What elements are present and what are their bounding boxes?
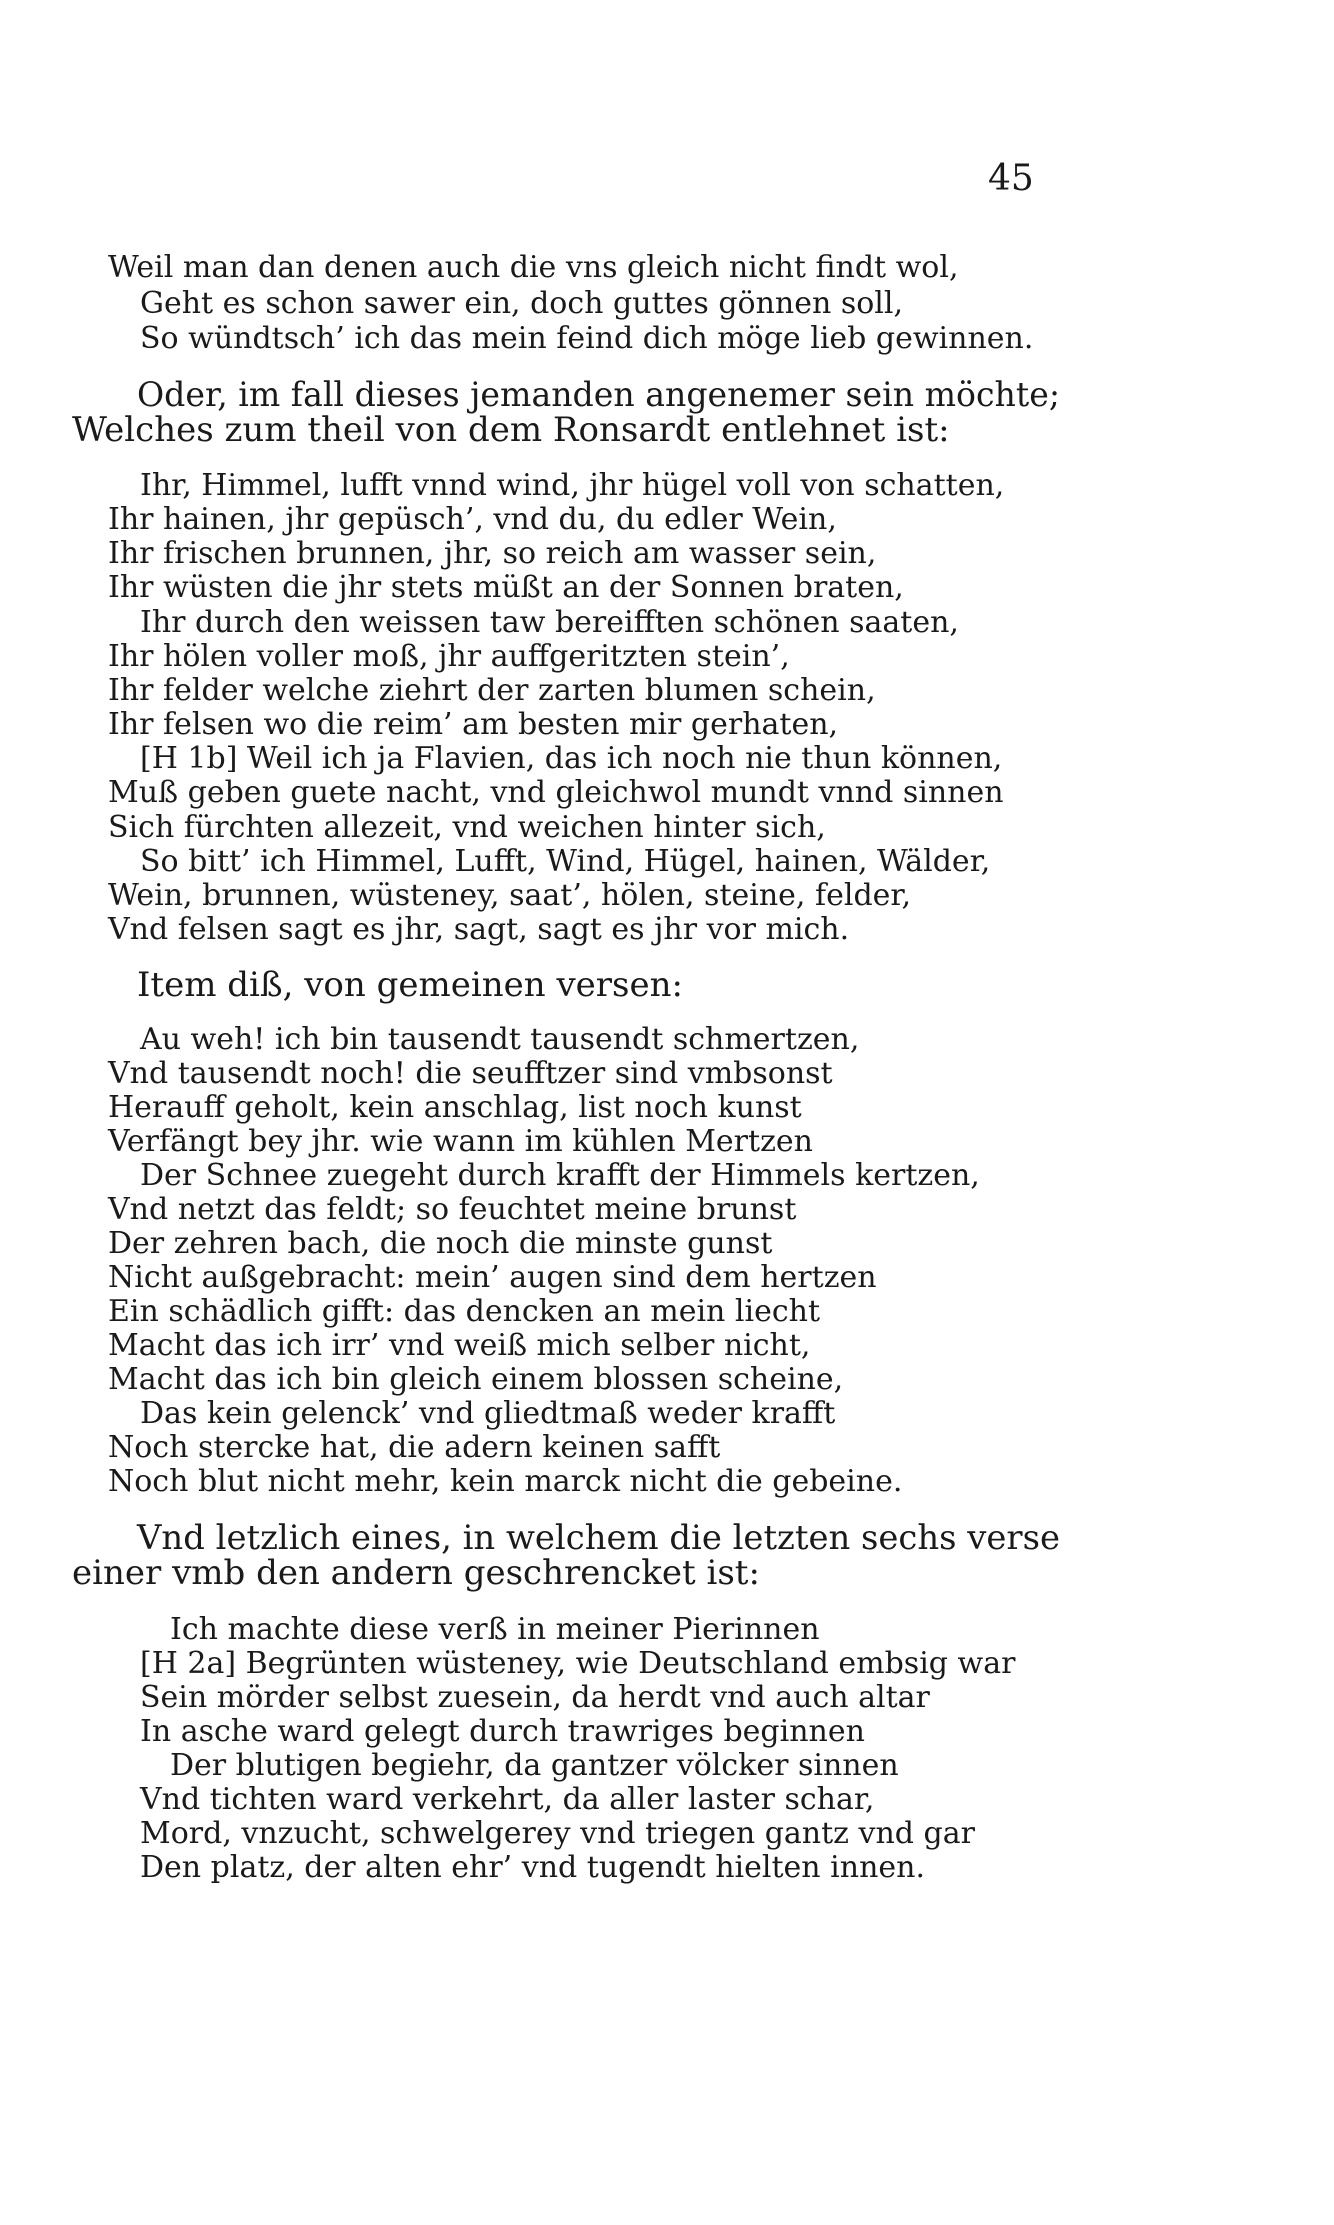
verse-line: Macht das ich bin gleich einem blossen scheine, — [108, 1362, 844, 1397]
verse-line: Ein schädlich gifft: das dencken an mein liecht — [108, 1294, 821, 1329]
verse-line: Mord, vnzucht, schwelgerey vnd triegen gantz vnd gar — [140, 1816, 975, 1851]
verse-line: Der blutigen begiehr, da gantzer völcker sinnen — [170, 1748, 899, 1783]
verse-line: Ihr, Himmel, lufft vnnd wind, jhr hügel voll von schatten, — [140, 468, 1005, 503]
verse-line: Das kein gelenck’ vnd gliedtmaß weder krafft — [140, 1396, 836, 1431]
verse-line: Ich machte diese verß in meiner Pierinnen — [170, 1612, 820, 1647]
verse-line: Ihr felsen wo die reim’ am besten mir gerhaten, — [108, 707, 839, 742]
verse-line: Ihr wüsten die jhr stets müßt an der Sonnen braten, — [108, 570, 904, 605]
verse-line: Herauff geholt, kein anschlag, list noch kunst — [108, 1090, 802, 1125]
verse-line: [H 1b] Weil ich ja Flavien, das ich noch nie thun können, — [140, 741, 1003, 776]
verse-line: Sein mörder selbst zuesein, da herdt vnd auch altar — [140, 1680, 930, 1715]
verse-line: Ihr hölen voller moß, jhr auffgeritzten stein’, — [108, 639, 790, 674]
verse-line: Sich fürchten allezeit, vnd weichen hinter sich, — [108, 810, 826, 845]
verse-line: Macht das ich irr’ vnd weiß mich selber nicht, — [108, 1328, 811, 1363]
verse-line: So bitt’ ich Himmel, Lufft, Wind, Hügel, hainen, Wälder, — [140, 844, 991, 879]
verse-line: Der zehren bach, die noch die minste gunst — [108, 1226, 773, 1261]
verse-line: Wein, brunnen, wüsteney, saat’, hölen, steine, felder, — [108, 878, 911, 913]
heading-line: einer vmb den andern geschrencket ist: — [72, 1553, 760, 1593]
verse-line: Vnd tausendt noch! die seufftzer sind vmbsonst — [108, 1056, 833, 1091]
heading-line: Item diß, von gemeinen versen: — [137, 965, 683, 1005]
verse-line: Den platz, der alten ehr’ vnd tugendt hielten innen. — [140, 1850, 925, 1885]
verse-line: Der Schnee zuegeht durch krafft der Himmels kertzen, — [140, 1158, 980, 1193]
verse-line: Noch blut nicht mehr, kein marck nicht die gebeine. — [108, 1464, 903, 1499]
verse-line: Vnd felsen sagt es jhr, sagt, sagt es jhr vor mich. — [108, 912, 850, 947]
heading-line: Vnd letzlich eines, in welchem die letzten sechs verse — [137, 1518, 1060, 1558]
verse-line: Noch stercke hat, die adern keinen safft — [108, 1430, 721, 1465]
verse-line: In asche ward gelegt durch trawriges beginnen — [140, 1714, 865, 1749]
heading-line: Welches zum theil von dem Ronsardt entlehnet ist: — [72, 410, 950, 450]
verse-line: Verfängt bey jhr. wie wann im kühlen Mertzen — [108, 1124, 813, 1159]
verse-line: Nicht außgebracht: mein’ augen sind dem hertzen — [108, 1260, 877, 1295]
verse-line: Au weh! ich bin tausendt tausendt schmertzen, — [140, 1022, 860, 1057]
verse-line: Ihr hainen, jhr gepüsch’, vnd du, du edler Wein, — [108, 502, 837, 537]
page-number: 45 — [988, 158, 1034, 199]
verse-line: Ihr frischen brunnen, jhr, so reich am wasser sein, — [108, 536, 877, 571]
verse-line: Vnd tichten ward verkehrt, da aller laster schar, — [140, 1782, 875, 1817]
verse-line: [H 2a] Begrünten wüsteney, wie Deutschland embsig war — [140, 1646, 1016, 1681]
verse-line: Weil man dan denen auch die vns gleich nicht findt wol, — [108, 250, 959, 285]
verse-line: So wündtsch’ ich das mein feind dich möge lieb gewinnen. — [140, 321, 1034, 356]
verse-line: Geht es schon sawer ein, doch guttes gönnen soll, — [140, 286, 904, 321]
verse-line: Vnd netzt das feldt; so feuchtet meine brunst — [108, 1192, 797, 1227]
verse-line: Muß geben guete nacht, vnd gleichwol mundt vnnd sinnen — [108, 775, 1004, 810]
heading-line: Oder, im fall dieses jemanden angenemer sein möchte; — [137, 375, 1060, 415]
verse-line: Ihr felder welche ziehrt der zarten blumen schein, — [108, 673, 876, 708]
verse-line: Ihr durch den weissen taw bereifften schönen saaten, — [140, 605, 959, 640]
